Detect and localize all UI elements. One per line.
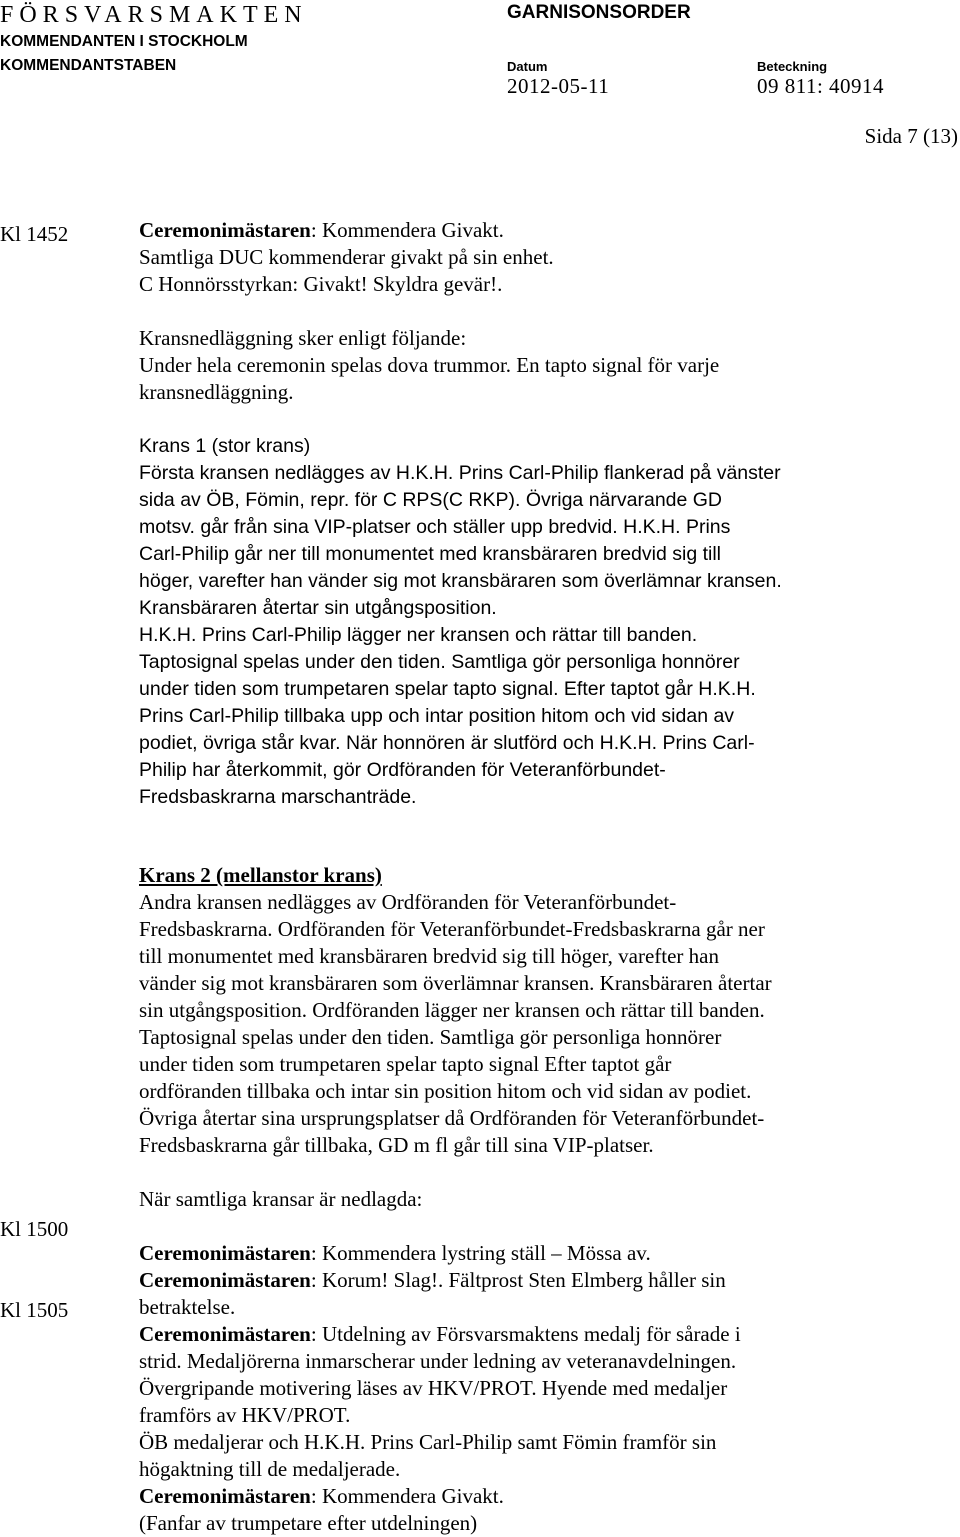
body-line: sida av ÖB, Fömin, repr. för C RPS(C RKP). Övriga närvarande GD <box>139 489 723 511</box>
spacer <box>139 1213 782 1240</box>
body-line <box>139 217 782 244</box>
body-line: Philip har återkommit, gör Ordföranden för Veteranförbundet- <box>139 759 666 781</box>
body-line: C Honnörsstyrkan: Givakt! Skyldra gevär!. <box>139 272 503 296</box>
date-label: Datum <box>507 59 548 74</box>
body-line <box>139 1321 782 1348</box>
body-line: Övergripande motivering läses av HKV/PROT. Hyende med medaljer <box>139 1376 728 1400</box>
body-line: Prins Carl-Philip tillbaka upp och intar position hitom och vid sidan av <box>139 705 735 727</box>
body-line: (Fanfar av trumpetare efter utdelningen) <box>139 1511 478 1535</box>
command-text: : Korum! Slag!. Fältprost Sten Elmberg håller sin <box>310 1268 726 1292</box>
body-line <box>139 1267 782 1294</box>
role-label: Ceremonimästaren <box>139 1484 311 1508</box>
body-line: betraktelse. <box>139 1295 236 1319</box>
body-line: sin utgångsposition. Ordföranden lägger ner kransen och rättar till banden. <box>139 998 765 1022</box>
spacer <box>139 1159 782 1186</box>
body-line: framförs av HKV/PROT. <box>139 1403 351 1427</box>
body-line: Under hela ceremonin spelas dova trummor. En tapto signal för varje <box>139 353 720 377</box>
command-text: : Kommendera lystring ställ – Mössa av. <box>310 1241 651 1265</box>
body-line: högaktning till de medaljerade. <box>139 1457 401 1481</box>
body-line: ordföranden tillbaka och intar sin position hitom och vid sidan av podiet. <box>139 1079 752 1103</box>
body-line: Fredsbaskrarna marschanträde. <box>139 786 417 808</box>
section-heading-krans-2: Krans 2 (mellanstor krans) <box>139 863 382 887</box>
body-line: Kransbäraren återtar sin utgångsposition. <box>139 597 497 619</box>
body-line: ÖB medaljerar och H.K.H. Prins Carl-Philip samt Fömin framför sin <box>139 1430 717 1454</box>
reference-value: 09 811: 40914 <box>757 74 885 98</box>
body-line: Kransnedläggning sker enligt följande: <box>139 326 467 350</box>
body-line <box>139 1240 782 1267</box>
organization-name: FÖRSVARSMAKTEN <box>0 2 308 28</box>
body-line: under tiden som trumpetaren spelar tapto signal Efter taptot går <box>139 1052 672 1076</box>
body-line: under tiden som trumpetaren spelar tapto signal. Efter taptot går H.K.H. <box>139 678 756 700</box>
body-line <box>139 1483 782 1510</box>
date-value: 2012-05-11 <box>507 74 610 98</box>
body-line: kransnedläggning. <box>139 380 294 404</box>
document-body <box>139 217 782 1537</box>
body-line: strid. Medaljörerna inmarscherar under ledning av veteranavdelningen. <box>139 1349 737 1373</box>
body-line: höger, varefter han vänder sig mot kransbäraren som överlämnar kransen. <box>139 570 782 592</box>
spacer <box>139 811 782 838</box>
role-label: Ceremonimästaren <box>139 1241 311 1265</box>
body-line: H.K.H. Prins Carl-Philip lägger ner kransen och rättar till banden. <box>139 624 698 646</box>
reference-label: Beteckning <box>757 59 828 74</box>
role-label: Ceremonimästaren <box>139 1322 311 1346</box>
page-number: Sida 7 (13) <box>864 124 958 148</box>
body-line: Fredsbaskrarna. Ordföranden för Veteranförbundet-Fredsbaskrarna går ner <box>139 917 765 941</box>
command-text: : Utdelning av Försvarsmaktens medalj för sårade i <box>310 1322 741 1346</box>
time-1452: Kl 1452 <box>0 222 69 246</box>
role-label: Ceremonimästaren <box>139 1268 311 1292</box>
role-label: Ceremonimästaren <box>139 218 311 242</box>
body-line: När samtliga kransar är nedlagda: <box>139 1187 423 1211</box>
spacer <box>139 406 782 433</box>
body-line: till monumentet med kransbäraren bredvid sig till höger, varefter han <box>139 944 719 968</box>
document-type: GARNISONSORDER <box>507 2 691 23</box>
command-text: : Kommendera Givakt. <box>310 1484 504 1508</box>
body-line: podiet, övriga står kvar. När honnören är slutförd och H.K.H. Prins Carl- <box>139 732 755 754</box>
command-text: : Kommendera Givakt. <box>310 218 504 242</box>
time-1500: Kl 1500 <box>0 1217 69 1241</box>
body-line: Samtliga DUC kommenderar givakt på sin enhet. <box>139 245 554 269</box>
spacer <box>139 298 782 325</box>
unit-name: KOMMENDANTEN I STOCKHOLM <box>0 33 248 50</box>
body-line: motsv. går från sina VIP-platser och ställer upp bredvid. H.K.H. Prins <box>139 516 731 538</box>
body-line: Andra kransen nedlägges av Ordföranden för Veteranförbundet- <box>139 890 677 914</box>
body-line: Taptosignal spelas under den tiden. Samtliga gör personliga honnörer <box>139 651 740 673</box>
section-heading-krans-1: Krans 1 (stor krans) <box>139 435 311 457</box>
spacer <box>139 838 782 862</box>
staff-name: KOMMENDANTSTABEN <box>0 57 177 74</box>
body-line: Övriga återtar sina ursprungsplatser då Ordföranden för Veteranförbundet- <box>139 1106 765 1130</box>
body-line: Taptosignal spelas under den tiden. Samtliga gör personliga honnörer <box>139 1025 722 1049</box>
body-line: Fredsbaskrarna går tillbaka, GD m fl går till sina VIP-platser. <box>139 1133 654 1157</box>
body-line: vänder sig mot kransbäraren som överlämnar kransen. Kransbäraren återtar <box>139 971 772 995</box>
body-line: Carl-Philip går ner till monumentet med kransbäraren bredvid sig till <box>139 543 722 565</box>
time-1505: Kl 1505 <box>0 1298 69 1322</box>
body-line: Första kransen nedlägges av H.K.H. Prins Carl-Philip flankerad på vänster <box>139 462 781 484</box>
